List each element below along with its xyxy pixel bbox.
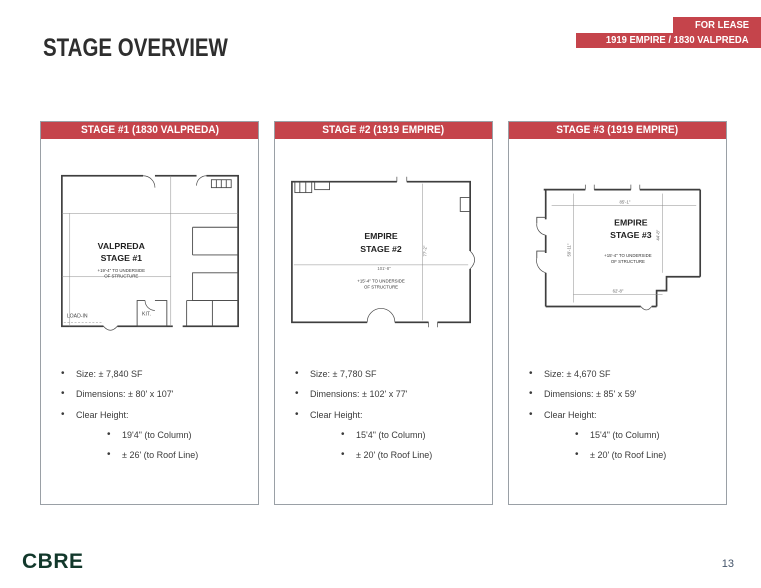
- stage-1-header: [41, 122, 258, 139]
- plan-2-dim-vertical: 77'-2": [422, 245, 428, 257]
- stage-3-plan-area: [509, 139, 726, 361]
- for-lease-label: FOR LEASE: [694, 19, 749, 31]
- plan-2-note-line2: OF STRUCTURE: [363, 284, 398, 290]
- stage-1-plan-area: [41, 139, 258, 361]
- plan-2-dim-horizontal: 101'-8": [376, 265, 391, 271]
- stage-card-3: [508, 121, 727, 505]
- plan-3-name-line1: EMPIRE: [613, 217, 648, 228]
- page-title: STAGE OVERVIEW: [43, 34, 228, 62]
- plan-2-note-line1: +15'-4" TO UNDERSIDE: [356, 278, 405, 284]
- plan-3-dim-bottom: 62'-8": [612, 288, 623, 294]
- plan-3-name-line2: STAGE #3: [609, 230, 652, 241]
- page-number: 13: [721, 558, 734, 570]
- stage-2-plan-area: [275, 139, 492, 361]
- stage-2-header: [275, 122, 492, 139]
- floor-plan-stage-1: [48, 153, 252, 353]
- stage-2-size: • Size: ± 7,780 SF: [295, 369, 488, 379]
- stage-1-clear-height: • Clear Height:: [61, 410, 254, 420]
- plan-3-dim-left: 59'-11": [565, 243, 571, 257]
- stage-1-height-column: • 19'4" (to Column): [107, 430, 254, 440]
- stage-1-header-label: STAGE #1 (1830 VALPREDA): [80, 124, 219, 136]
- stage-card-1: [40, 121, 259, 505]
- stage-3-height-roofline: • ± 20' (to Roof Line): [575, 450, 722, 460]
- stage-1-size: • Size: ± 7,840 SF: [61, 369, 254, 379]
- stage-3-details: [509, 361, 726, 461]
- stage-1-dimensions: • Dimensions: ± 80' x 107': [61, 389, 254, 399]
- stage-3-dimensions: • Dimensions: ± 85' x 59': [529, 389, 722, 399]
- plan-3-dim-top: 85'-1": [619, 199, 630, 205]
- stage-2-details: [275, 361, 492, 461]
- stage-3-header-label: STAGE #3 (1919 EMPIRE): [556, 124, 679, 136]
- plan-3-note-line2: OF STRUCTURE: [610, 258, 645, 264]
- cbre-logo: CBRE: [22, 550, 84, 573]
- plan-3-dim-right: 44'-8": [655, 229, 661, 241]
- for-lease-banner: [673, 17, 761, 33]
- stage-3-header: [509, 122, 726, 139]
- stage-2-height-column: • 15'4" (to Column): [341, 430, 488, 440]
- plan-1-loadin-label: LOAD-IN: [66, 313, 88, 320]
- stage-3-size: • Size: ± 4,670 SF: [529, 369, 722, 379]
- stage-3-height-column: • 15'4" (to Column): [575, 430, 722, 440]
- stage-1-details: [41, 361, 258, 461]
- plan-1-note-line1: +19'-4" TO UNDERSIDE: [97, 267, 145, 273]
- floor-plan-stage-3: [516, 153, 720, 353]
- stage-1-height-roofline: • ± 26' (to Roof Line): [107, 450, 254, 460]
- floor-plan-stage-2: [282, 153, 486, 353]
- plan-1-name-line1: VALPREDA: [97, 241, 145, 252]
- plan-1-note-line2: OF STRUCTURE: [103, 273, 138, 279]
- address-label: 1919 EMPIRE / 1830 VALPREDA: [606, 34, 749, 46]
- stage-3-clear-height: • Clear Height:: [529, 410, 722, 420]
- address-banner: [576, 33, 761, 48]
- plan-3-note-line1: +15'-4" TO UNDERSIDE: [603, 252, 652, 258]
- stage-2-header-label: STAGE #2 (1919 EMPIRE): [322, 124, 445, 136]
- plan-2-name-line1: EMPIRE: [363, 231, 398, 242]
- plan-1-kit-label: KIT.: [141, 311, 151, 318]
- stage-2-dimensions: • Dimensions: ± 102' x 77': [295, 389, 488, 399]
- plan-2-name-line2: STAGE #2: [359, 244, 402, 255]
- stage-2-clear-height: • Clear Height:: [295, 410, 488, 420]
- stage-2-height-roofline: • ± 20' (to Roof Line): [341, 450, 488, 460]
- stage-card-2: [274, 121, 493, 505]
- plan-1-name-line2: STAGE #1: [100, 252, 142, 263]
